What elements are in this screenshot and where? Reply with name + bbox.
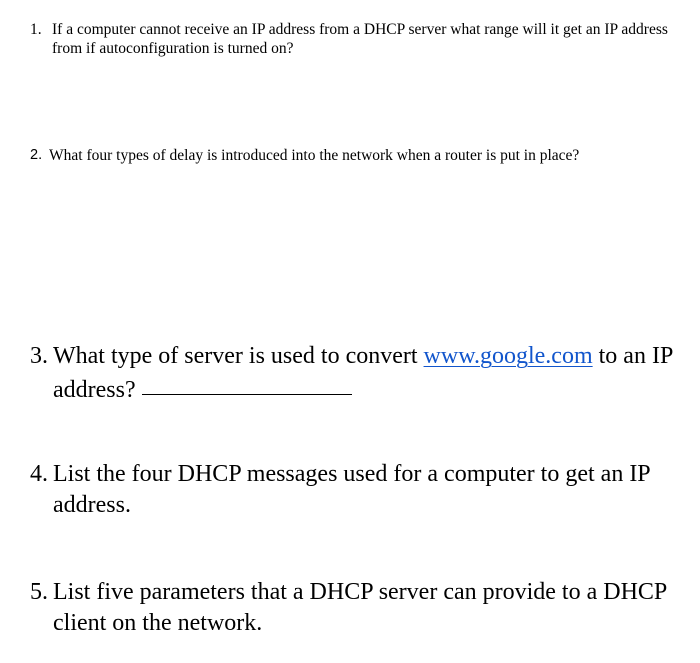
question-number: 5. bbox=[30, 579, 48, 605]
question-number: 1. bbox=[30, 21, 42, 38]
question-text: If a computer cannot receive an IP address from a DHCP server what range will it get an IP address from if autoconfiguration is turned on? bbox=[52, 21, 668, 57]
answer-blank-line[interactable] bbox=[142, 370, 352, 395]
question-4 bbox=[30, 459, 690, 521]
question-number: 3. bbox=[30, 343, 48, 369]
question-number: 2. bbox=[30, 147, 43, 163]
question-text-before-link: What type of server is used to convert bbox=[53, 343, 418, 369]
question-1 bbox=[30, 20, 680, 58]
question-number: 4. bbox=[30, 461, 48, 487]
question-text-after-link: to an IP address? bbox=[53, 343, 673, 403]
question-text: List the four DHCP messages used for a computer to get an IP address. bbox=[53, 461, 650, 518]
question-2 bbox=[30, 146, 680, 165]
google-link[interactable]: www.google.com bbox=[423, 343, 593, 369]
question-text: List five parameters that a DHCP server can provide to a DHCP client on the network. bbox=[53, 579, 667, 636]
question-5 bbox=[30, 577, 690, 639]
question-3 bbox=[30, 341, 690, 406]
question-text: What four types of delay is introduced into the network when a router is put in place? bbox=[49, 147, 580, 164]
question-text bbox=[30, 341, 690, 406]
